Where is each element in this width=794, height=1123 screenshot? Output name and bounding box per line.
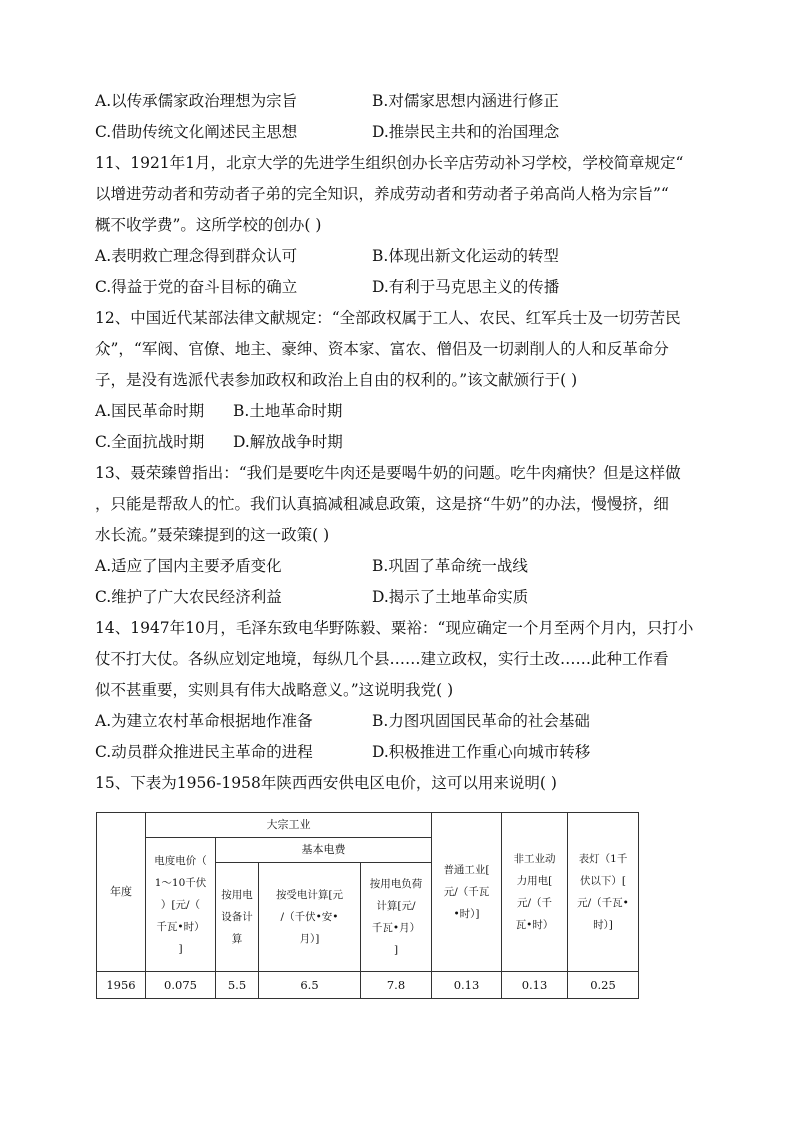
q13-option-a[interactable]: A.适应了国内主要矛盾变化	[95, 557, 282, 575]
by-transformer-line: 按受电计算[元	[275, 889, 344, 901]
q10-option-d[interactable]: D.推崇民主共和的治国理念	[372, 123, 560, 141]
by-load-line: 千瓦•月）	[371, 922, 421, 934]
q12-options-row-1	[95, 396, 705, 427]
question-11	[95, 148, 705, 241]
q11-option-a[interactable]: A.表明救亡理念得到群众认可	[95, 247, 298, 265]
question-13	[95, 458, 705, 551]
q11-option-d[interactable]: D.有利于马克思主义的传播	[372, 278, 560, 296]
q14-line-2: 仗不打大仗。各纵应划定地境，每纵几个县……建立政权，实行土改……此种工作看	[95, 650, 669, 668]
q11-line-1: 11、1921年1月，北京大学的先进学生组织创办长辛店劳动补习学校，学校简章规定“	[95, 154, 684, 172]
q12-option-d[interactable]: D.解放战争时期	[233, 433, 343, 451]
q13-option-c[interactable]: C.维护了广大农民经济利益	[95, 588, 282, 606]
by-capacity-line: 设备计	[221, 911, 253, 923]
question-14	[95, 613, 705, 706]
question-12	[95, 303, 705, 396]
q14-option-c[interactable]: C.动员群众推进民主革命的进程	[95, 743, 313, 761]
q11-option-c[interactable]: C.得益于党的奋斗目标的确立	[95, 278, 298, 296]
q14-option-a[interactable]: A.为建立农村革命根据地作准备	[95, 712, 313, 730]
header-basic-fee: 基本电费	[216, 838, 432, 863]
q13-option-d[interactable]: D.揭示了土地革命实质	[372, 588, 529, 606]
q13-options-row-1	[95, 551, 705, 582]
header-by-load	[361, 863, 432, 972]
header-year: 年度	[97, 813, 146, 972]
by-load-line: ]	[393, 944, 399, 956]
header-by-capacity	[216, 863, 259, 972]
q13-line-2: ，只能是帮敌人的忙。我们认真搞减租减息政策，这是挤“牛奶”的办法，慢慢挤，细	[95, 495, 669, 513]
general-industry-line: •时）]	[453, 908, 480, 920]
q14-line-1: 14、1947年10月，毛泽东致电华野陈毅、粟裕：“现应确定一个月至两个月内，只打小	[95, 619, 694, 637]
q11-options-row-1	[95, 241, 705, 272]
non-industry-line: 非工业动	[513, 853, 556, 865]
q12-options-row-2	[95, 427, 705, 458]
table-row	[97, 972, 639, 999]
energy-price-line: 电度电价（	[154, 854, 207, 867]
q14-options-row-2	[95, 737, 705, 768]
q14-options-row-1	[95, 706, 705, 737]
energy-price-line: ]	[178, 942, 183, 955]
q12-line-3: 子，是没有选派代表参加政权和政治上自由的权利的。”该文献颁行于( )	[95, 371, 578, 389]
q15-stem: 15、下表为1956-1958年陕西西安供电区电价，这可以用来说明( )	[95, 774, 557, 792]
header-energy-price	[146, 838, 216, 972]
q14-option-d[interactable]: D.积极推进工作重心向城市转移	[372, 743, 591, 761]
header-non-industry-power	[502, 813, 568, 972]
header-general-industry	[432, 813, 502, 972]
non-industry-line: 元/（千	[516, 897, 553, 909]
q13-options-row-2	[95, 582, 705, 613]
q12-option-a[interactable]: A.国民革命时期	[95, 402, 205, 420]
q12-option-c[interactable]: C.全面抗战时期	[95, 433, 205, 451]
cell-general-industry: 0.13	[432, 972, 502, 999]
cell-year: 1956	[97, 972, 146, 999]
q11-options-row-2	[95, 272, 705, 303]
energy-price-line: 千瓦•时）	[156, 920, 205, 933]
q13-line-1: 13、聂荣臻曾指出：“我们是要吃牛肉还是要喝牛奶的问题。吃牛肉痛快？但是这样做	[95, 464, 681, 482]
non-industry-line: 力用电[	[516, 875, 553, 887]
lamp-line: 元/（千瓦•	[577, 897, 629, 909]
by-load-line: 按用电负荷	[369, 878, 423, 890]
lamp-line: 表灯（1千	[578, 853, 628, 865]
exam-page	[95, 86, 705, 799]
header-by-transformer	[259, 863, 361, 972]
q11-line-2: 以增进劳动者和劳动者子弟的完全知识，养成劳动者和劳动者子弟高尚人格为宗旨”“	[95, 185, 669, 203]
header-big-industry: 大宗工业	[146, 813, 432, 838]
q12-option-b[interactable]: B.土地革命时期	[233, 402, 343, 420]
energy-price-line: ）[元/（	[160, 898, 201, 911]
general-industry-line: 元/（千瓦	[443, 886, 490, 898]
q12-line-2: 众”，“军阀、官僚、地主、豪绅、资本家、富农、僧侣及一切剥削人的人和反革命分	[95, 340, 669, 358]
cell-by-capacity: 5.5	[216, 972, 259, 999]
cell-by-transformer: 6.5	[259, 972, 361, 999]
q14-option-b[interactable]: B.力图巩固国民革命的社会基础	[372, 712, 590, 730]
q10-options-row-1	[95, 86, 705, 117]
q11-option-b[interactable]: B.体现出新文化运动的转型	[372, 247, 559, 265]
q12-line-1: 12、中国近代某部法律文献规定：“全部政权属于工人、农民、红军兵士及一切劳苦民	[95, 309, 681, 327]
cell-by-load: 7.8	[361, 972, 432, 999]
q11-line-3: 概不收学费”。这所学校的创办( )	[95, 216, 322, 234]
energy-price-line: 1～10千伏	[154, 876, 207, 889]
by-transformer-line: /（千伏•安•	[280, 911, 339, 923]
electricity-price-table	[96, 812, 639, 999]
lamp-line: 时）]	[593, 919, 613, 931]
q10-option-c[interactable]: C.借助传统文化阐述民主思想	[95, 123, 298, 141]
by-transformer-line: 月）]	[299, 933, 320, 945]
q13-option-b[interactable]: B.巩固了革命统一战线	[372, 557, 528, 575]
by-capacity-line: 算	[231, 933, 243, 945]
by-capacity-line: 按用电	[221, 889, 253, 901]
general-industry-line: 普通工业[	[443, 864, 490, 876]
non-industry-line: 瓦•时）	[515, 919, 554, 931]
q10-option-a[interactable]: A.以传承儒家政治理想为宗旨	[95, 92, 298, 110]
q10-option-b[interactable]: B.对儒家思想内涵进行修正	[372, 92, 559, 110]
cell-non-industry: 0.13	[502, 972, 568, 999]
lamp-line: 伏以下）[	[579, 875, 627, 887]
q13-line-3: 水长流。”聂荣臻提到的这一政策( )	[95, 526, 330, 544]
q10-options-row-2	[95, 117, 705, 148]
cell-energy-price: 0.075	[146, 972, 216, 999]
header-lamp	[568, 813, 639, 972]
by-load-line: 计算[元/	[376, 900, 416, 912]
question-15	[95, 768, 705, 799]
cell-lamp: 0.25	[568, 972, 639, 999]
q14-line-3: 似不甚重要，实则具有伟大战略意义。”这说明我党( )	[95, 681, 454, 699]
